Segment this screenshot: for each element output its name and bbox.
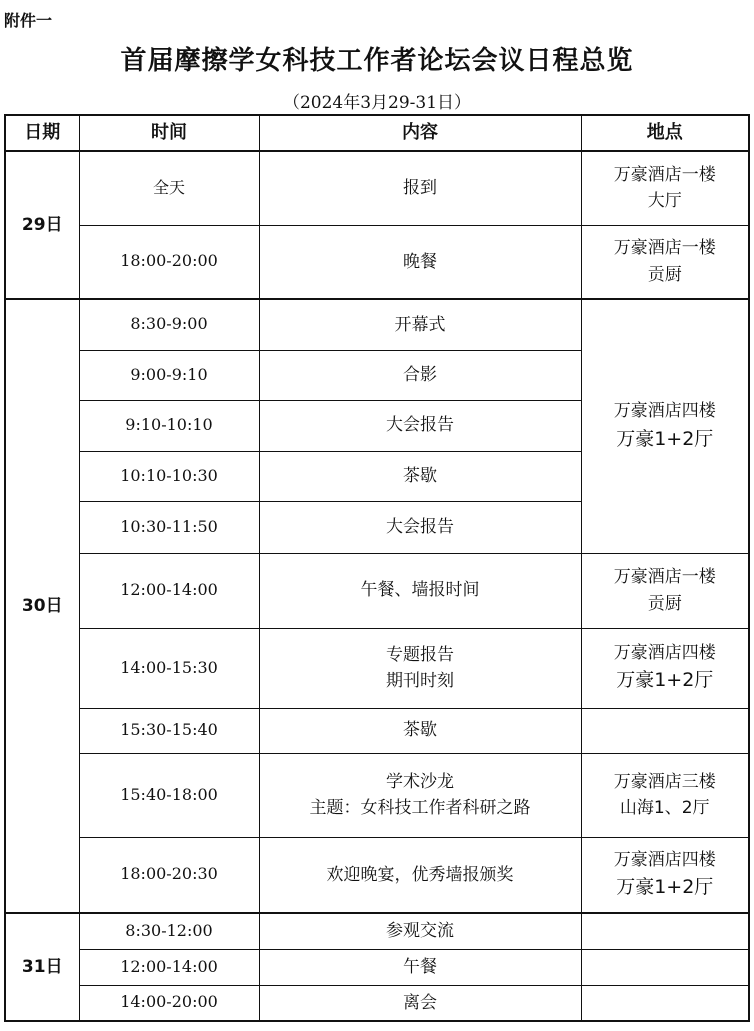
time-cell: 8:30-9:00 bbox=[79, 299, 259, 350]
content-cell bbox=[259, 151, 581, 225]
place-line: 万豪1+2厅 bbox=[616, 669, 714, 692]
day-cell: 29日 bbox=[5, 151, 79, 299]
place-cell bbox=[581, 949, 749, 985]
content-line: 晚餐 bbox=[403, 251, 437, 272]
content-line: 合影 bbox=[403, 364, 437, 385]
content-cell bbox=[259, 913, 581, 949]
content-line: 学术沙龙 bbox=[386, 771, 454, 792]
content-cell bbox=[259, 553, 581, 628]
table-row bbox=[5, 225, 749, 299]
content-line: 离会 bbox=[403, 992, 437, 1013]
time-cell: 10:30-11:50 bbox=[79, 501, 259, 553]
content-line: 期刊时刻 bbox=[386, 671, 454, 691]
place-line: 万豪1+2厅 bbox=[616, 876, 714, 899]
content-line: 茶歇 bbox=[403, 465, 437, 486]
place-cell bbox=[581, 753, 749, 837]
place-cell bbox=[581, 913, 749, 949]
place-line: 万豪酒店三楼 bbox=[613, 771, 716, 792]
place-cell bbox=[581, 151, 749, 225]
content-cell bbox=[259, 400, 581, 451]
table-row bbox=[5, 753, 749, 837]
place-line: 万豪酒店一楼 bbox=[613, 164, 716, 185]
content-cell bbox=[259, 299, 581, 350]
content-line: 开幕式 bbox=[394, 314, 446, 335]
place-line: 万豪酒店一楼 bbox=[613, 567, 716, 588]
place-line: 万豪1+2厅 bbox=[616, 427, 714, 450]
table-row bbox=[5, 708, 749, 753]
time-cell: 15:30-15:40 bbox=[79, 708, 259, 753]
content-cell bbox=[259, 451, 581, 501]
table-row bbox=[5, 949, 749, 985]
time-cell: 9:10-10:10 bbox=[79, 400, 259, 451]
content-line: 大会报告 bbox=[386, 415, 454, 436]
attachment-label: 附件一 bbox=[4, 11, 53, 30]
place-line: 万豪酒店一楼 bbox=[613, 238, 716, 259]
time-cell: 全天 bbox=[79, 151, 259, 225]
time-cell: 8:30-12:00 bbox=[79, 913, 259, 949]
content-line: 大会报告 bbox=[386, 516, 454, 537]
time-cell: 12:00-14:00 bbox=[79, 553, 259, 628]
place-line: 贡厨 bbox=[647, 593, 682, 614]
content-line: 茶歇 bbox=[403, 720, 437, 741]
content-line: 欢迎晚宴，优秀墙报颁奖 bbox=[326, 864, 514, 885]
content-cell bbox=[259, 753, 581, 837]
time-cell: 14:00-15:30 bbox=[79, 628, 259, 708]
header-place: 地点 bbox=[581, 115, 749, 151]
place-line: 山海1、2厅 bbox=[619, 798, 710, 818]
header-time: 时间 bbox=[79, 115, 259, 151]
place-cell bbox=[581, 837, 749, 913]
page-title: 首届摩擦学女科技工作者论坛会议日程总览 bbox=[120, 46, 634, 76]
time-cell: 14:00-20:00 bbox=[79, 985, 259, 1021]
content-line: 参观交流 bbox=[386, 921, 454, 942]
place-line: 贡厨 bbox=[647, 264, 682, 285]
day-cell: 31日 bbox=[5, 913, 79, 1021]
header-content: 内容 bbox=[259, 115, 581, 151]
place-cell bbox=[581, 299, 749, 553]
content-line: 午餐、墙报时间 bbox=[360, 580, 480, 601]
table-row bbox=[5, 985, 749, 1021]
table-row bbox=[5, 913, 749, 949]
place-line: 大厅 bbox=[647, 191, 682, 212]
place-cell bbox=[581, 225, 749, 299]
place-line: 万豪酒店四楼 bbox=[613, 849, 716, 870]
content-cell bbox=[259, 985, 581, 1021]
place-cell bbox=[581, 553, 749, 628]
time-cell: 12:00-14:00 bbox=[79, 949, 259, 985]
header-row bbox=[5, 115, 749, 151]
day-cell: 30日 bbox=[5, 299, 79, 913]
time-cell: 15:40-18:00 bbox=[79, 753, 259, 837]
content-line: 报到 bbox=[403, 178, 437, 199]
table-row bbox=[5, 628, 749, 708]
place-cell bbox=[581, 708, 749, 753]
content-cell bbox=[259, 628, 581, 708]
content-cell bbox=[259, 837, 581, 913]
content-line: 主题：女科技工作者科研之路 bbox=[309, 798, 531, 818]
schedule-table bbox=[4, 114, 750, 1022]
time-cell: 10:10-10:30 bbox=[79, 451, 259, 501]
place-cell bbox=[581, 985, 749, 1021]
content-cell bbox=[259, 501, 581, 553]
content-line: 专题报告 bbox=[386, 644, 454, 665]
table-row bbox=[5, 553, 749, 628]
content-cell bbox=[259, 225, 581, 299]
header-day: 日期 bbox=[5, 115, 79, 151]
content-line: 午餐 bbox=[403, 956, 437, 977]
table-row bbox=[5, 837, 749, 913]
place-cell bbox=[581, 628, 749, 708]
place-line: 万豪酒店四楼 bbox=[613, 401, 716, 422]
content-cell bbox=[259, 949, 581, 985]
time-cell: 18:00-20:00 bbox=[79, 225, 259, 299]
content-cell bbox=[259, 350, 581, 400]
content-cell bbox=[259, 708, 581, 753]
table-row bbox=[5, 299, 749, 350]
table-row bbox=[5, 151, 749, 225]
time-cell: 18:00-20:30 bbox=[79, 837, 259, 913]
place-line: 万豪酒店四楼 bbox=[613, 643, 716, 664]
page-subtitle: （2024年3月29-31日） bbox=[282, 93, 472, 113]
time-cell: 9:00-9:10 bbox=[79, 350, 259, 400]
